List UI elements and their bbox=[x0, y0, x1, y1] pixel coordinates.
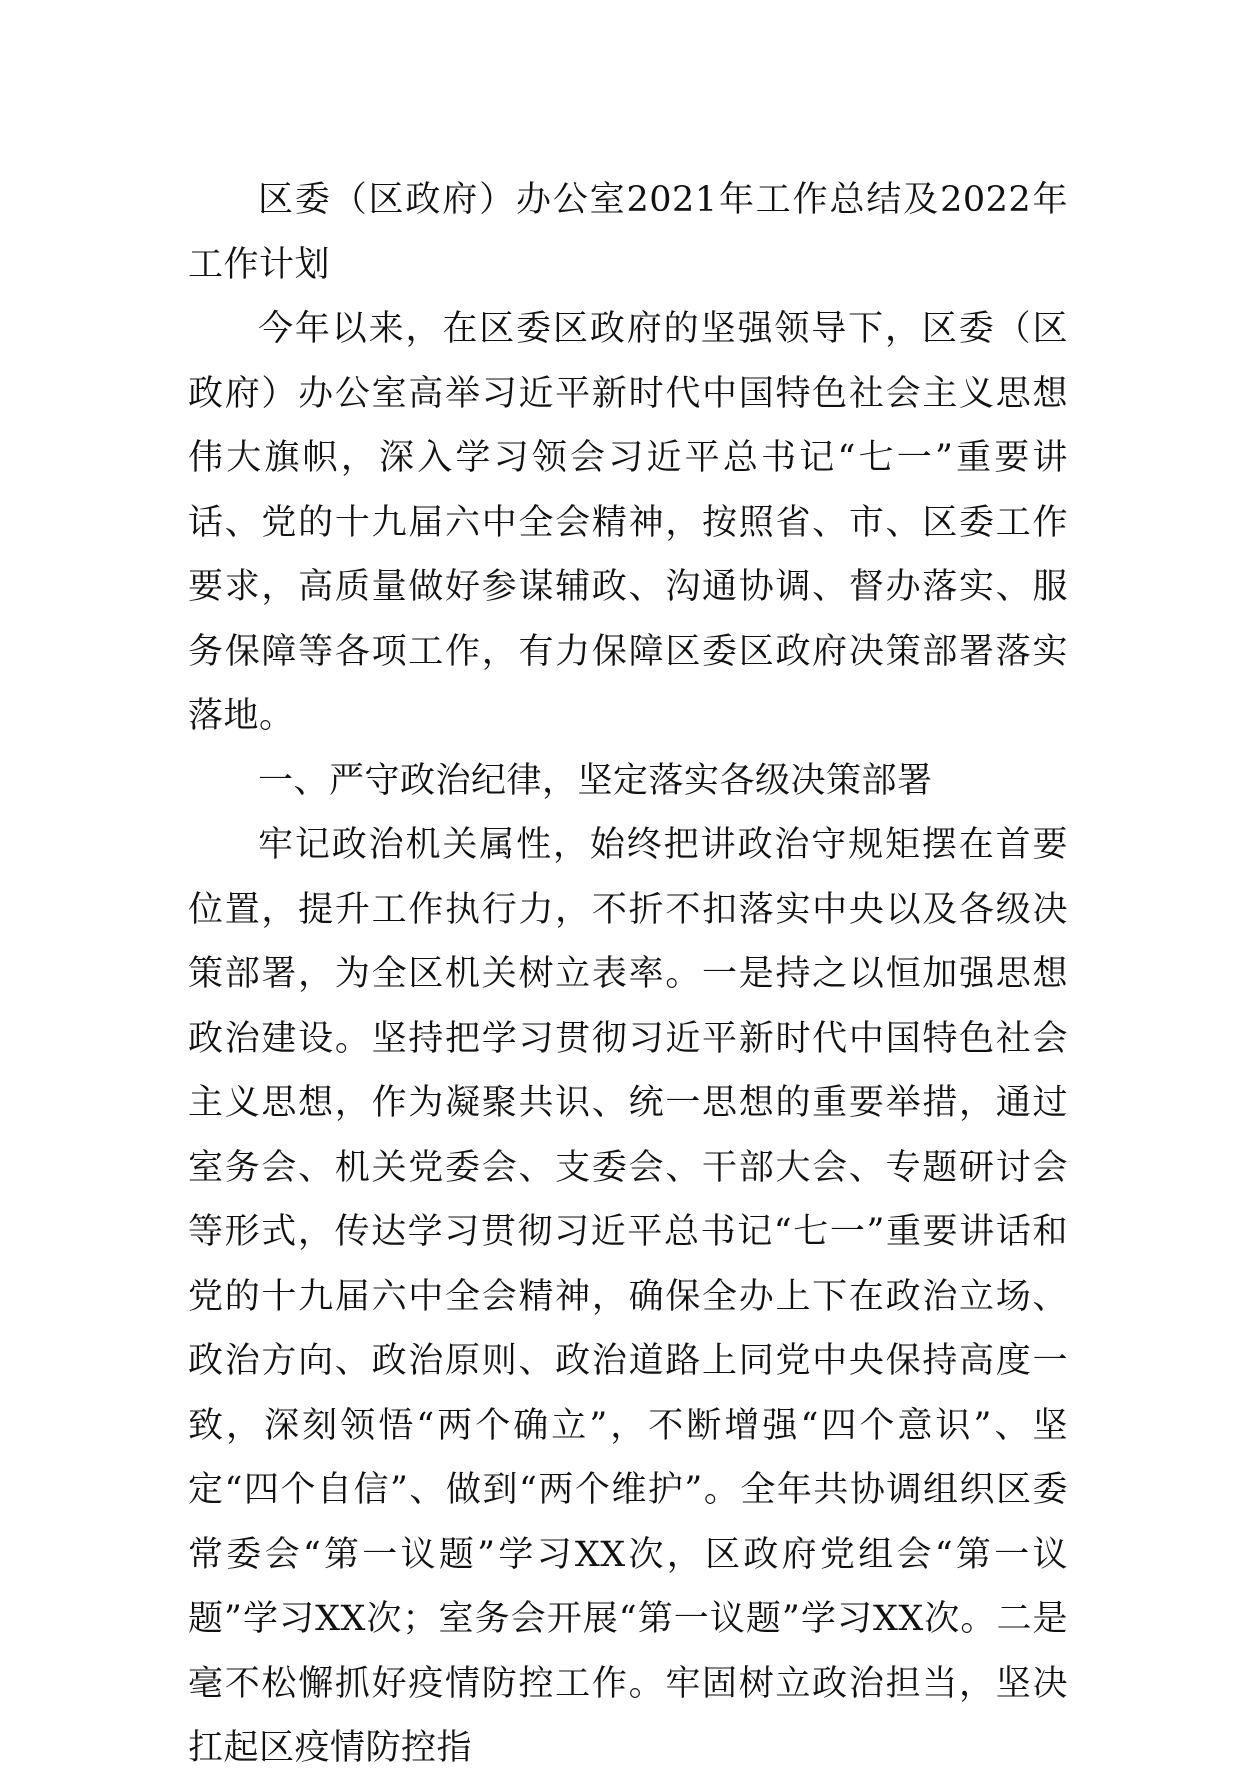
intro-paragraph: 今年以来，在区委区政府的坚强领导下，区委（区政府）办公室高举习近平新时代中国特色社会主义思想伟大旗帜，深入学习领会习近平总书记“七一”重要讲话、党的十九届六中全会精神，按照省、市、区委工作要求，高质量做好参谋辅政、沟通协调、督办落实、服务保障等各项工作，有力保障区委区政府决策部署落实落地。 bbox=[188, 309, 1068, 736]
document-body bbox=[188, 168, 1068, 1781]
section-heading: 一、严守政治纪律，坚定落实各级决策部署 bbox=[258, 760, 933, 801]
document-title: 区委（区政府）办公室2021年工作总结及2022年工作计划 bbox=[188, 180, 1068, 285]
body-paragraph: 牢记政治机关属性，始终把讲政治守规矩摆在首要位置，提升工作执行力，不折不扣落实中央以及各级决策部署，为全区机关树立表率。一是持之以恒加强思想政治建设。坚持把学习贯彻习近平新时代中国特色社会主义思想，作为凝聚共识、统一思想的重要举措，通过室务会、机关党委会、支委会、干部大会、专题研讨会等形式，传达学习贯彻习近平总书记“七一”重要讲话和党的十九届六中全会精神，确保全办上下在政治立场、政治方向、政治原则、政治道路上同党中央保持高度一致，深刻领悟“两个确立”，不断增强“四个意识”、坚定“四个自信”、做到“两个维护”。全年共协调组织区委常委会“第一议题”学习XX次，区政府党组会“第一议题”学习XX次；室务会开展“第一议题”学习XX次。二是毫不松懈抓好疫情防控工作。牢固树立政治担当，坚决扛起区疫情防控指 bbox=[188, 825, 1068, 1768]
